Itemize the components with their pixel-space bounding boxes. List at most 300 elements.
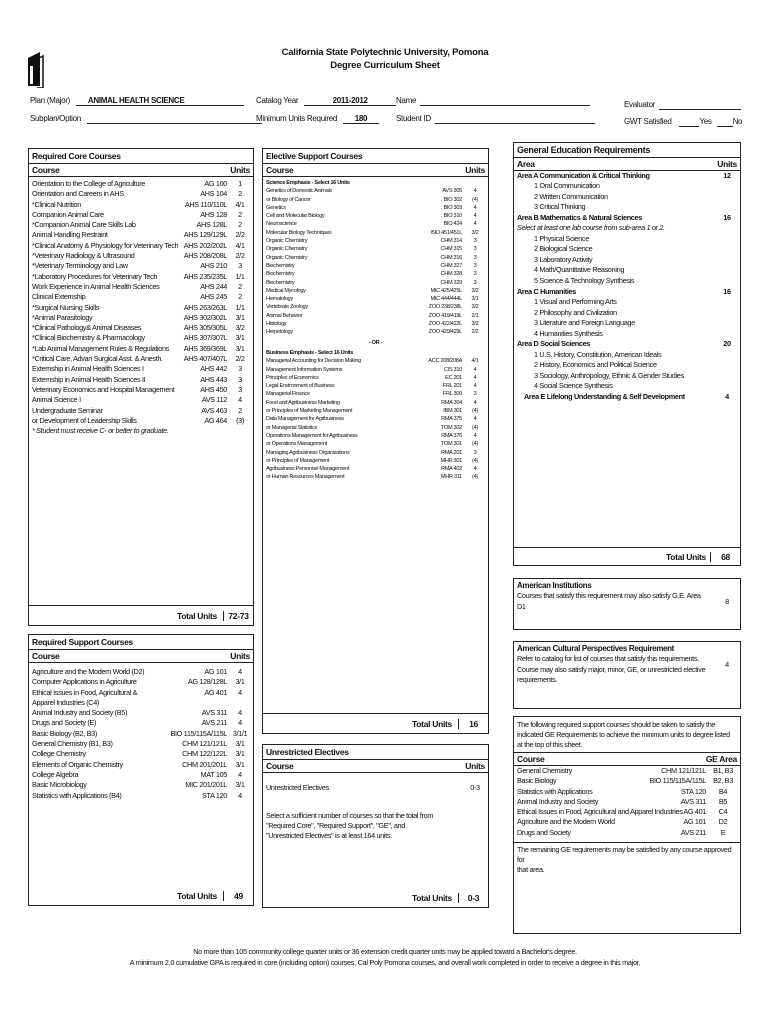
course-name: Companion Animal Care	[32, 209, 104, 219]
course-code: CHM 121/121L	[182, 739, 227, 749]
core-course-row	[29, 364, 253, 374]
support-course-row	[29, 698, 253, 708]
course-name: College Algebra	[32, 769, 79, 779]
course-code: FRL 300	[442, 391, 462, 398]
unrestricted-row	[263, 773, 488, 793]
footer-line: A minimum 2.0 cumulative GPA is required in core (including option) courses, Cal Poly Pomona courses, and overall work completed in order to receive a degree in this major.	[129, 958, 641, 967]
unrestricted-note	[263, 793, 488, 843]
course-name: *Veterinary Terminology and Law	[32, 261, 128, 271]
support-title: Required Support Courses	[29, 635, 253, 650]
course-units: 4/1	[235, 240, 245, 250]
course-units: 1/1	[235, 271, 245, 281]
ge-area-code: B4	[718, 786, 728, 796]
course-code: AHS 307/307L	[183, 333, 227, 343]
business-course-row	[263, 357, 488, 365]
science-course-row	[263, 328, 488, 336]
course-name: Genetics	[266, 204, 286, 211]
support-course-row	[29, 718, 253, 728]
course-name: Undergraduate Seminar	[32, 405, 103, 415]
gwt-no-input[interactable]	[717, 117, 733, 127]
business-emphasis-rows	[263, 357, 488, 481]
course-code: AHS 369/369L	[183, 343, 227, 353]
ge-support-row	[514, 828, 740, 838]
course-units: 3/1	[235, 780, 245, 790]
ge-area-name: Area A Communication & Critical Thinking	[517, 171, 650, 180]
course-units: 4	[473, 204, 477, 211]
course-units: 3/1	[471, 296, 479, 303]
support-col-course: Course	[32, 651, 60, 661]
business-course-row	[263, 374, 488, 382]
american-institutions-box	[513, 578, 741, 630]
course-name: Externship in Animal Health Sciences I	[32, 364, 144, 374]
unrestricted-note-line: Select a sufficient number of courses so that the total from	[266, 811, 434, 821]
course-name: Agriculture and the Modern World	[517, 817, 615, 827]
course-units: 4	[473, 221, 477, 228]
course-name: Management Information Systems	[266, 366, 343, 373]
course-name: Animal Science I	[32, 395, 81, 405]
ge-area-code: C4	[718, 807, 728, 817]
ge-box	[513, 142, 741, 566]
course-name: Agribusiness Personnel Management	[266, 466, 350, 473]
course-code: AHS 128	[200, 209, 227, 219]
course-units: 2	[238, 281, 242, 291]
course-units: 3	[238, 261, 242, 271]
student-id-label: Student ID	[396, 114, 431, 123]
course-code: AHS 244	[200, 281, 227, 291]
core-course-row	[29, 406, 253, 416]
elective-col-header	[263, 164, 488, 177]
course-units: 4	[473, 399, 477, 406]
course-code: AHS 208/208L	[183, 251, 227, 261]
unrestricted-total-label: Total Units	[412, 893, 452, 903]
ge-support-col-ge: GE Area	[705, 754, 737, 764]
elective-total	[263, 713, 488, 733]
core-course-row	[29, 220, 253, 230]
course-units: 3/2	[471, 287, 479, 294]
course-code: AHS 110/110L	[184, 199, 227, 209]
course-name: Animal Behavior	[266, 312, 303, 319]
ge-subarea: 4 Social Science Synthesis	[534, 381, 613, 391]
core-course-row	[29, 323, 253, 333]
science-emphasis-heading: Science Emphasis - Select 16 Units	[266, 180, 350, 186]
unrestricted-col-header	[263, 760, 488, 773]
core-course-row	[29, 272, 253, 282]
catalog-field	[256, 96, 396, 106]
course-units: 3	[473, 254, 477, 261]
course-code: AHS 104	[200, 189, 227, 199]
course-code: AHS 407/407L	[183, 354, 227, 364]
ge-subarea: 1 Oral Communication	[534, 181, 600, 191]
course-units: 2	[238, 292, 242, 302]
support-col-units: Units	[230, 651, 250, 661]
unrestricted-row-label: Unrestricted Electives	[266, 783, 329, 792]
ge-subarea: 1 Physical Science	[534, 233, 589, 243]
core-total-value: 72-73	[223, 611, 253, 621]
support-course-row	[29, 760, 253, 770]
course-name: *Clinical Biochemistry & Pharmacology	[32, 333, 145, 343]
plan-label: Plan (Major)	[30, 96, 70, 105]
ge-area-note: Select at least one lab course from sub-area 1 or 2.	[517, 223, 665, 233]
ge-support-row	[514, 776, 740, 786]
course-code: RMA 304	[441, 399, 462, 406]
course-code: STA 120	[202, 790, 227, 800]
unrestricted-total	[263, 889, 488, 907]
course-name: Molecular Biology Techniques	[266, 229, 332, 236]
course-units: 2	[238, 405, 242, 415]
course-name: or Development of Leadership Skills	[32, 415, 137, 425]
course-code: EC 201	[445, 374, 462, 381]
course-units: 3/1	[235, 759, 245, 769]
course-units: 3/2	[471, 304, 479, 311]
course-name: or Operations Management	[266, 441, 327, 448]
course-units: 2/2	[235, 354, 245, 364]
course-name: Principles of Economics	[266, 374, 319, 381]
min-units-value[interactable]: 180	[343, 114, 379, 124]
course-code: MIC 201/201L	[185, 780, 227, 790]
course-name: Drugs and Society	[517, 827, 571, 837]
course-units: 4	[473, 416, 477, 423]
ge-area-units: 16	[723, 286, 731, 296]
course-name: Managerial Accounting for Decision Making	[266, 358, 361, 365]
ge-area-code: B5	[718, 796, 728, 806]
core-course-row	[29, 375, 253, 385]
evaluator-input[interactable]	[659, 100, 741, 110]
course-name: *Clinical Nutrition	[32, 199, 81, 209]
unrestricted-total-value: 0-3	[458, 893, 488, 903]
american-institutions-text: D1	[517, 601, 526, 611]
course-name: College Chemistry	[32, 749, 86, 759]
course-units: 3/1	[235, 749, 245, 759]
ge-area-code: D2	[718, 817, 728, 827]
course-units: 4	[238, 395, 242, 405]
science-course-row	[263, 320, 488, 328]
footer-line: No more than 105 community college quarter units or 36 extension credit quarter units may be applied toward a Bachelor's degree.	[193, 947, 577, 956]
science-course-row	[263, 295, 488, 303]
unrestricted-row-units: 0-3	[470, 783, 480, 792]
sheet-title: Degree Curriculum Sheet	[330, 60, 440, 71]
course-units: 4	[473, 188, 477, 195]
business-course-row	[263, 415, 488, 423]
subplan-label: Subplan/Option	[30, 114, 81, 123]
course-units	[227, 698, 253, 708]
course-name: Basic Microbiology	[32, 780, 87, 790]
ge-support-row	[514, 766, 740, 776]
course-name: *Laboratory Procedures for Veterinary Tech	[32, 271, 158, 281]
student-id-field	[396, 114, 595, 124]
subplan-value[interactable]	[87, 114, 262, 124]
ge-area-e	[514, 392, 740, 402]
science-course-row	[263, 303, 488, 311]
course-name: Herpetology	[266, 329, 293, 336]
course-name: or Human Resources Management	[266, 474, 345, 481]
core-courses-box	[28, 148, 254, 626]
science-course-row	[263, 237, 488, 245]
course-units: (4)	[472, 441, 478, 448]
course-name: or Principles of Marketing Management	[266, 408, 353, 415]
course-code: ACC 208/208A	[428, 358, 462, 365]
science-course-row	[263, 204, 488, 212]
ge-col-header	[514, 158, 740, 171]
course-code: CHM 329	[440, 279, 462, 286]
core-course-row	[29, 210, 253, 220]
core-course-row	[29, 385, 253, 395]
course-units: 4	[238, 790, 242, 800]
course-code: AG 101	[683, 817, 706, 827]
ge-area-heading	[514, 171, 740, 181]
elective-courses-box	[262, 148, 489, 734]
name-label: Name	[396, 96, 417, 105]
ge-support-col-course: Course	[517, 754, 545, 764]
ge-support-col-header	[514, 752, 740, 766]
science-emphasis-rows	[263, 187, 488, 336]
support-course-row	[29, 770, 253, 780]
business-course-row	[263, 465, 488, 473]
course-units: 4	[238, 687, 242, 697]
name-input[interactable]	[420, 96, 590, 106]
business-course-row	[263, 424, 488, 432]
course-units: 3	[473, 262, 477, 269]
core-title: Required Core Courses	[29, 149, 253, 164]
course-name: *Lab Animal Management Rules & Regulations	[32, 343, 170, 353]
science-course-row	[263, 187, 488, 195]
course-name: Biochemistry	[266, 279, 295, 286]
science-course-row	[263, 220, 488, 228]
course-code: AHS 128L	[196, 220, 227, 230]
course-units: 2/2	[235, 251, 245, 261]
science-course-row	[263, 212, 488, 220]
ge-area-units: 12	[723, 171, 731, 180]
core-course-row	[29, 261, 253, 271]
business-course-row	[263, 432, 488, 440]
course-units: 3/2	[471, 321, 479, 328]
course-code: AG 464	[204, 415, 227, 425]
course-name: Basic Biology (B2, B3)	[32, 728, 97, 738]
ge-total-value: 68	[710, 552, 740, 562]
course-units: 3/2	[471, 229, 479, 236]
ge-total	[514, 547, 740, 565]
science-course-row	[263, 245, 488, 253]
course-name: Food and Agribusiness Marketing	[266, 399, 340, 406]
science-course-row	[263, 279, 488, 287]
ge-total-label: Total Units	[666, 551, 706, 562]
business-course-row	[263, 473, 488, 481]
course-code: AHS 443	[200, 374, 227, 384]
course-code: AHS 450	[200, 384, 227, 394]
course-units: 2/1	[471, 312, 479, 319]
ge-subarea: 2 Philosophy and Civilization	[534, 307, 617, 317]
elective-col-units: Units	[465, 165, 485, 175]
ge-support-rows	[514, 766, 740, 838]
cultural-text: Refer to catalog for list of courses that satisfy this requirements.	[517, 654, 699, 664]
core-course-row	[29, 189, 253, 199]
course-name: Ethical Issues in Food, Agricultural &	[32, 687, 138, 697]
plan-value[interactable]: ANIMAL HEALTH SCIENCE	[76, 96, 244, 106]
course-code: AVS 305	[442, 188, 462, 195]
course-code: AHS 302/302L	[183, 312, 227, 322]
evaluator-field	[624, 100, 741, 110]
course-code: AVS 463	[201, 405, 227, 415]
course-units: 4/1	[471, 358, 479, 365]
ge-area-name: Area C Humanities	[517, 286, 576, 296]
course-code: AHS 305/305L	[183, 323, 227, 333]
ge-area-heading	[514, 213, 740, 223]
ge-support-box	[513, 716, 741, 934]
course-units: 2	[238, 189, 242, 199]
science-course-row	[263, 312, 488, 320]
course-code: TOM 301	[440, 441, 462, 448]
ge-support-row	[514, 817, 740, 827]
course-code: CHM 121/121L	[661, 766, 706, 775]
course-code: CHM 315	[440, 246, 462, 253]
support-courses-box	[28, 634, 254, 906]
course-name: Managing Agribusiness Organizations	[266, 449, 350, 456]
course-code: CHM 314	[440, 238, 462, 245]
course-code: AHS 245	[200, 292, 227, 302]
ge-area-code: E	[720, 827, 726, 837]
business-course-row	[263, 382, 488, 390]
course-units: 3/1/1	[232, 728, 248, 738]
ge-area-e-name: Area E Lifelong Understanding & Self Development	[524, 391, 685, 401]
course-code: RMA 375	[441, 416, 462, 423]
course-name: Drugs and Society (E)	[32, 718, 97, 728]
course-code: AG 101	[204, 667, 227, 676]
business-course-row	[263, 366, 488, 374]
course-name: Neuroscience	[266, 221, 297, 228]
support-rows	[29, 663, 253, 801]
ge-support-intro	[514, 717, 740, 752]
course-name: *Clinical Pathology& Animal Diseases	[32, 323, 142, 333]
course-units: 2/2	[471, 329, 479, 336]
course-units: 4	[238, 667, 242, 676]
support-col-header	[29, 650, 253, 663]
ge-area-units: 16	[723, 213, 731, 223]
catalog-value[interactable]: 2011-2012	[304, 96, 396, 106]
core-course-row	[29, 395, 253, 405]
ge-support-outro-line: that area.	[517, 865, 545, 875]
course-name: *Veterinary Radiology & Ultrasound	[32, 251, 135, 261]
american-institutions-title: American Institutions	[517, 581, 592, 590]
course-name: Legal Environment of Business	[266, 383, 335, 390]
course-units: (4)	[472, 457, 478, 464]
ge-areas	[514, 171, 740, 392]
course-units: (4)	[472, 474, 478, 481]
course-units: 3/2	[235, 323, 245, 333]
core-course-row	[29, 313, 253, 323]
course-units: 4	[473, 213, 477, 220]
course-code: RMA 376	[441, 432, 462, 439]
course-name: Biochemistry	[266, 262, 295, 269]
min-units-label: Minimum Units Required	[256, 114, 337, 123]
course-units: 4	[238, 708, 242, 718]
course-code: CHM 201/201L	[182, 759, 227, 769]
course-name: or Principles of Management	[266, 457, 330, 464]
course-name: *Clinical Anatomy & Physiology for Veterinary Tech	[32, 240, 179, 250]
course-units: 3	[473, 271, 477, 278]
gwt-label: GWT Satisfied	[624, 117, 672, 126]
ge-title: General Education Requirements	[514, 143, 740, 158]
course-units: 4	[473, 374, 477, 381]
course-code: BIO 451/451L	[431, 229, 462, 236]
catalog-label: Catalog Year	[256, 96, 299, 105]
course-name: Veterinary Economics and Hospital Management	[32, 384, 175, 394]
course-code: MAT 105	[200, 769, 227, 779]
support-course-row	[29, 708, 253, 718]
ge-subarea: 4 Math/Quantitative Reasoning	[534, 265, 625, 275]
ge-support-outro-line: The remaining GE requirements may be satisfied by any course approved for	[517, 845, 732, 865]
course-code: AHS 235/235L	[183, 271, 227, 281]
support-total	[29, 887, 253, 905]
course-code: BIO 424	[443, 221, 462, 228]
course-name: Organic Chemistry	[266, 246, 308, 253]
core-col-course: Course	[32, 165, 60, 175]
course-name: *Critical Care, Advan Surgical Asst. & Anesth.	[32, 354, 163, 364]
ge-support-intro-line: indicated GE Requirements to achieve the minimum units to degree listed	[517, 730, 730, 739]
ge-subarea: 3 Sociology, Anthropology, Ethnic & Gender Studies	[534, 370, 684, 380]
course-name: Histology	[266, 321, 287, 328]
name-field	[396, 96, 590, 106]
cultural-text: requirements.	[517, 674, 558, 684]
course-units: (4)	[472, 408, 478, 415]
course-code: BIO 310	[443, 213, 462, 220]
course-name: Computer Applications in Agriculture	[32, 677, 137, 687]
support-course-row	[29, 688, 253, 698]
footer	[90, 946, 680, 968]
core-course-row	[29, 354, 253, 364]
student-id-input[interactable]	[435, 114, 595, 124]
course-units: 2	[238, 220, 242, 230]
course-units: 3/1	[235, 739, 245, 749]
course-code: AG 401	[683, 807, 706, 817]
ge-subarea: 4 Humanities Synthesis	[534, 328, 603, 338]
course-name: or Biology of Cancer	[266, 196, 311, 203]
course-code: CHM 327	[440, 262, 462, 269]
business-course-row	[263, 440, 488, 448]
course-name: Work Experience in Animal Health Sciences	[32, 281, 160, 291]
course-units: 4	[238, 718, 242, 728]
business-course-row	[263, 457, 488, 465]
core-course-row	[29, 333, 253, 343]
course-name: Apparel Industries (C4)	[32, 697, 99, 707]
support-course-row	[29, 780, 253, 790]
course-code: CHM 328	[440, 271, 462, 278]
gwt-yes-label: Yes	[699, 117, 712, 126]
ge-support-intro-line: at the top of this sheet.	[517, 740, 583, 749]
core-course-row	[29, 416, 253, 426]
support-course-row	[29, 667, 253, 677]
university-name: California State Polytechnic University, Pomona	[281, 47, 489, 58]
support-course-row	[29, 729, 253, 739]
course-units: 3	[238, 374, 242, 384]
course-units: 2	[238, 209, 242, 219]
elective-total-value: 16	[458, 719, 488, 729]
core-course-row	[29, 179, 253, 189]
course-name: Organic Chemistry	[266, 254, 308, 261]
course-name: Elements of Organic Chemistry	[32, 759, 123, 769]
gwt-yes-input[interactable]	[679, 117, 699, 127]
ge-support-outro	[514, 842, 740, 877]
ge-subarea: 5 Science & Technology Synthesis	[534, 276, 635, 286]
science-course-row	[263, 287, 488, 295]
course-name: General Chemistry	[517, 766, 572, 775]
core-course-row	[29, 200, 253, 210]
support-course-row	[29, 791, 253, 801]
course-units: 4	[238, 769, 242, 779]
science-course-row	[263, 254, 488, 262]
course-code: BIO 115/115A/115L	[170, 728, 227, 738]
course-name: Animal Handling Restraint	[32, 230, 108, 240]
support-total-label: Total Units	[177, 891, 217, 901]
course-units: 3	[473, 246, 477, 253]
